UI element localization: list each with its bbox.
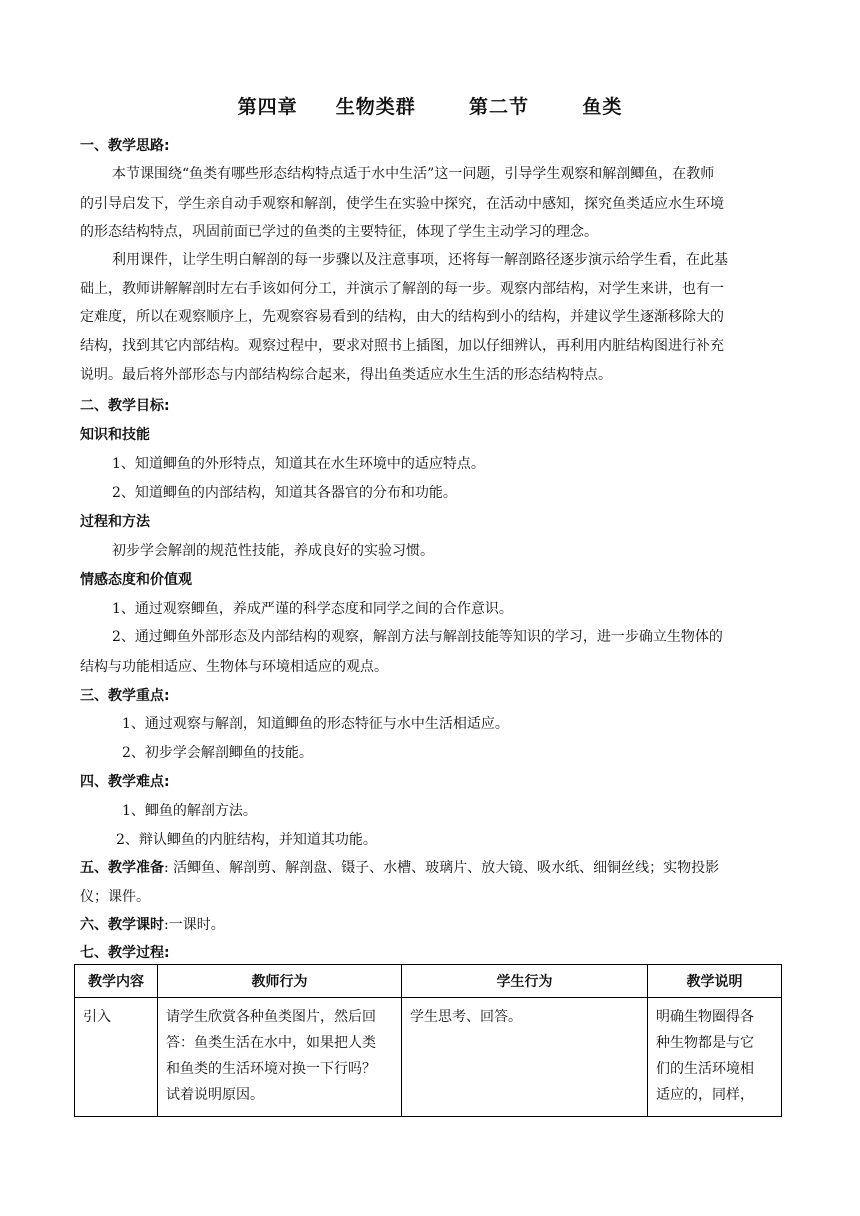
list-item: 2、知道鲫鱼的内部结构，知道其各器官的分布和功能。: [112, 485, 457, 501]
subheading-process-method: 过程和方法: [80, 514, 150, 530]
table-row: [75, 998, 782, 1117]
list-item: 2、辩认鲫鱼的内脏结构，并知道其功能。: [116, 832, 377, 848]
lesson-hours-line: [80, 915, 780, 935]
list-item: 2、初步学会解剖鲫鱼的技能。: [122, 745, 313, 761]
paragraph-line: 定难度，所以在观察顺序上，先观察容易看到的结构，由大的结构到小的结构，并建议学生逐渐移除大的: [80, 309, 724, 325]
section-label-preparation: 五、教学准备: [80, 860, 164, 876]
cell-line: 试着说明原因。: [166, 1087, 264, 1103]
table-cell-note: [648, 998, 782, 1117]
teaching-process-table: [74, 964, 782, 1117]
list-item: 1、鲫鱼的解剖方法。: [122, 803, 257, 819]
table-header-cell: 教学内容: [75, 965, 158, 998]
table-cell-student: 学生思考、回答。: [402, 998, 648, 1117]
subheading-attitude-values: 情感态度和价值观: [80, 572, 192, 588]
paragraph-line: 结构与功能相适应、生物体与环境相适应的观点。: [80, 659, 388, 675]
subheading-knowledge-skills: 知识和技能: [80, 427, 150, 443]
cell-line: 明确生物圈得各: [656, 1009, 754, 1025]
table-header-cell: 教学说明: [648, 965, 782, 998]
list-item: 1、通过观察鲫鱼，养成严谨的科学态度和同学之间的合作意识。: [112, 601, 513, 617]
list-item: 1、通过观察与解剖，知道鲫鱼的形态特征与水中生活相适应。: [122, 716, 509, 732]
lesson-hours-text: :一课时。: [164, 917, 225, 933]
table-cell-teacher: [158, 998, 402, 1117]
section-heading-teaching-idea: 一、教学思路:: [80, 138, 170, 154]
paragraph-line: 的形态结构特点，巩固前面已学过的鱼类的主要特征，体现了学生主动学习的理念。: [80, 224, 598, 240]
paragraph-line: 础上，教师讲解解剖时左右手该如何分工，并演示了解剖的每一步。观察内部结构，对学生来讲，也有一: [80, 281, 724, 297]
cell-line: 和鱼类的生活环境对换一下行吗？: [166, 1061, 376, 1077]
section-heading-difficulties: 四、教学难点:: [80, 774, 170, 790]
table-header-row: [75, 965, 782, 998]
table-cell-content: 引入: [75, 998, 158, 1117]
cell-line: 适应的，同样，: [656, 1087, 754, 1103]
list-item: 1、知道鲫鱼的外形特点，知道其在水生环境中的适应特点。: [112, 456, 485, 472]
page-title: 第四章 生物类群 第二节 鱼类: [237, 96, 623, 118]
section-heading-process: 七、教学过程:: [80, 945, 170, 961]
preparation-text: : 活鲫鱼、解剖剪、解剖盘、镊子、水槽、玻璃片、放大镜、吸水纸、细铜丝线；实物投影: [164, 860, 720, 876]
list-item: 2、通过鲫鱼外部形态及内部结构的观察，解剖方法与解剖技能等知识的学习，进一步确立生物体的: [112, 629, 723, 645]
paragraph-line: 说明。最后将外部形态与内部结构综合起来，得出鱼类适应水生生活的形态结构特点。: [80, 367, 612, 383]
list-item: 初步学会解剖的规范性技能，养成良好的实验习惯。: [112, 543, 434, 559]
paragraph-line: 本节课围绕“鱼类有哪些形态结构特点适于水中生活”这一问题，引导学生观察和解剖鲫鱼，在教师: [112, 166, 715, 182]
paragraph-line: 的引导启发下，学生亲自动手观察和解剖，使学生在实验中探究，在活动中感知，探究鱼类适应水生环境: [80, 196, 724, 212]
paragraph-line: 利用课件，让学生明白解剖的每一步骤以及注意事项，还将每一解剖路径逐步演示给学生看，在此基: [112, 252, 728, 268]
section-heading-objectives: 二、教学目标:: [80, 398, 170, 414]
section-heading-key-points: 三、教学重点:: [80, 688, 170, 704]
preparation-line: [80, 858, 780, 878]
table-header-cell: 学生行为: [402, 965, 648, 998]
paragraph-line: 仪；课件。: [80, 889, 150, 905]
paragraph-line: 结构，找到其它内部结构。观察过程中，要求对照书上插图，加以仔细辨认，再利用内脏结构图进行补充: [80, 338, 724, 354]
cell-line: 种生物都是与它: [656, 1035, 754, 1051]
cell-line: 答：鱼类生活在水中，如果把人类: [166, 1035, 376, 1051]
cell-line: 们的生活环境相: [656, 1061, 754, 1077]
cell-line: 请学生欣赏各种鱼类图片，然后回: [166, 1009, 376, 1025]
table-header-cell: 教师行为: [158, 965, 402, 998]
section-label-lesson-hours: 六、教学课时: [80, 917, 164, 933]
